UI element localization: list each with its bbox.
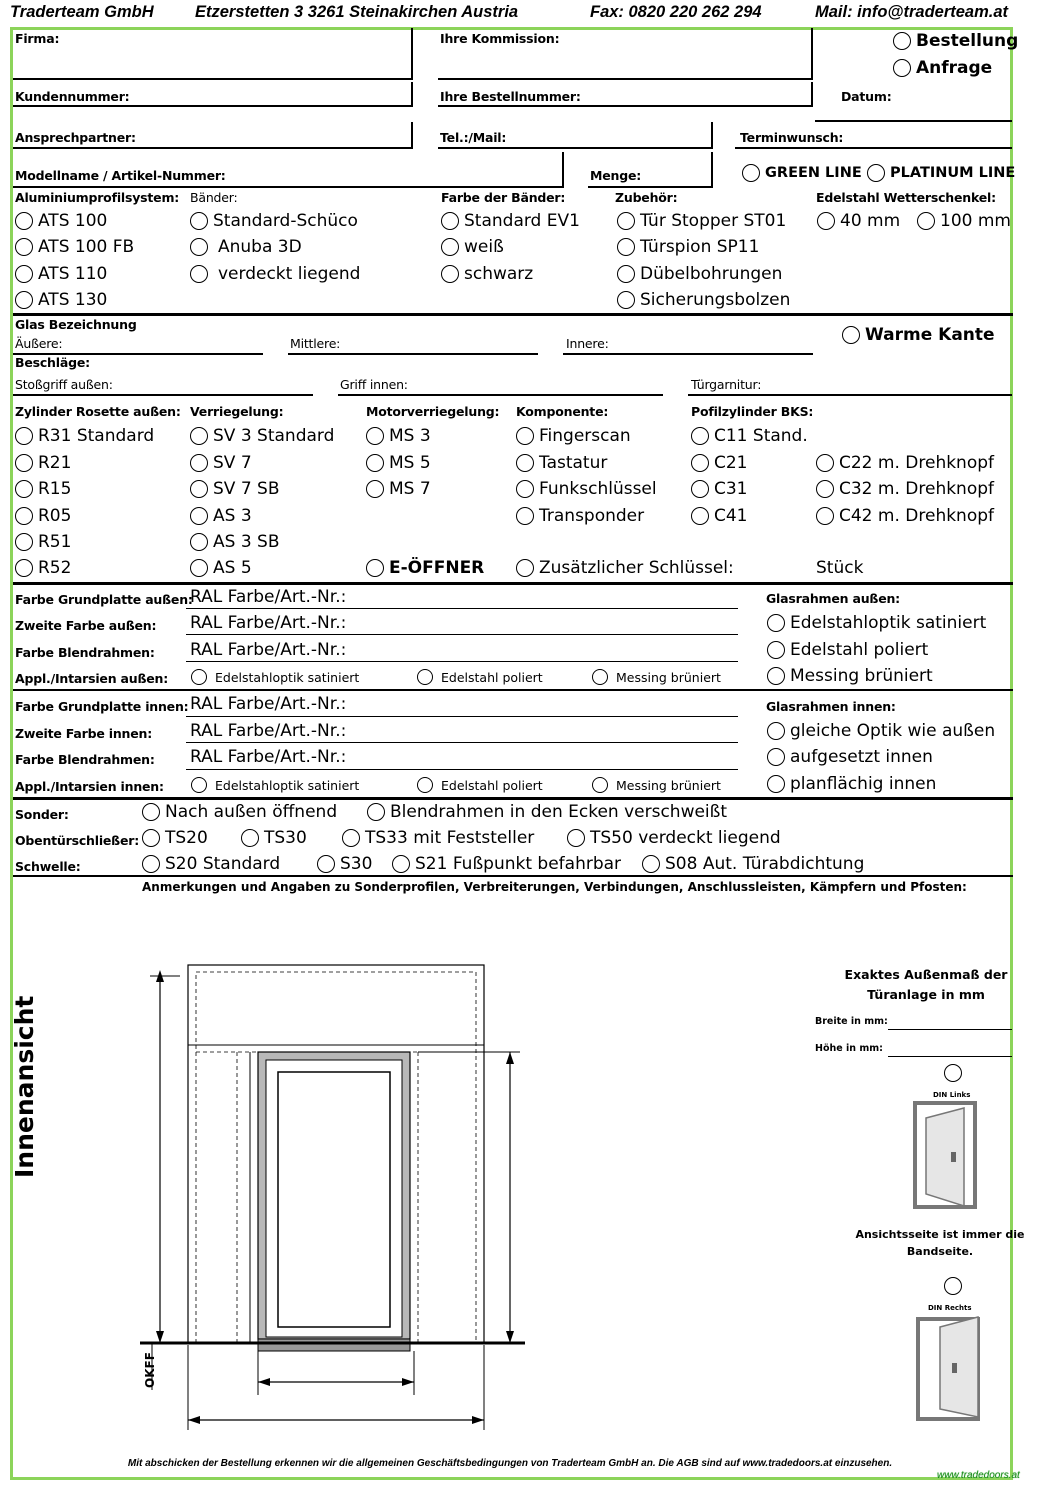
- stossgriff-label: Stoßgriff außen:: [15, 377, 113, 392]
- zub-stopper-radio[interactable]: Tür Stopper ST01: [617, 211, 786, 231]
- farbe-weiss-radio[interactable]: weiß: [441, 237, 504, 257]
- exaktes-label: Exaktes Außenmaß der: [844, 967, 1008, 982]
- schw-s30-radio[interactable]: S30: [317, 854, 372, 874]
- watermark: www.tradedoors.at: [937, 1470, 1020, 1481]
- header-mail: Mail: info@traderteam.at: [815, 3, 1009, 21]
- bestellnummer-label: Ihre Bestellnummer:: [440, 89, 581, 104]
- mot-ms3-radio[interactable]: MS 3: [366, 426, 431, 446]
- farbe-ev1-radio[interactable]: Standard EV1: [441, 211, 580, 231]
- din-links-label: DIN Links: [933, 1091, 971, 1099]
- baender-header: Bänder:: [190, 190, 238, 205]
- tueranlage-label: Türanlage in mm: [867, 987, 985, 1002]
- farbe-schwarz-radio[interactable]: schwarz: [441, 264, 533, 284]
- aussen-row-3-label: Farbe Blendrahmen:: [15, 645, 155, 660]
- din-rechts-radio[interactable]: [944, 1277, 962, 1295]
- platinum-line-radio[interactable]: PLATINUM LINE: [867, 164, 1015, 182]
- obentuerschliesser-label: Obentürschließer:: [15, 833, 140, 848]
- anfrage-radio[interactable]: Anfrage: [893, 58, 992, 78]
- innenansicht-label: Innenansicht: [10, 995, 39, 1178]
- schw-s21-radio[interactable]: S21 Fußpunkt befahrbar: [392, 854, 621, 874]
- kom-transponder-radio[interactable]: Transponder: [516, 506, 644, 526]
- aussen-row-2-label: Zweite Farbe außen:: [15, 618, 157, 633]
- bandseite-label: Bandseite.: [906, 1245, 974, 1258]
- baender-standard-radio[interactable]: Standard-Schüco: [190, 211, 358, 231]
- glas-mittlere-label: Mittlere:: [290, 336, 341, 351]
- baender-anuba-radio[interactable]: Anuba 3D: [190, 237, 302, 257]
- alu-ats110-radio[interactable]: ATS 110: [15, 264, 107, 284]
- sonder-aussen-radio[interactable]: Nach außen öffnend: [142, 802, 337, 822]
- obt-ts33-radio[interactable]: TS33 mit Feststeller: [342, 828, 534, 848]
- zyl-r05-radio[interactable]: R05: [15, 506, 71, 526]
- obt-ts20-radio[interactable]: TS20: [142, 828, 208, 848]
- tel-label: Tel.:/Mail:: [440, 130, 507, 145]
- bks-c42-radio[interactable]: C42 m. Drehknopf: [816, 506, 994, 526]
- ver-as5-radio[interactable]: AS 5: [190, 558, 252, 578]
- aussen-ral-2[interactable]: RAL Farbe/Art.-Nr.:: [190, 613, 347, 633]
- farbe-baender-header: Farbe der Bänder:: [441, 190, 566, 205]
- aussen-appl-messing-radio[interactable]: Messing brüniert: [592, 669, 721, 685]
- footer-agb: Mit abschicken der Bestellung erkennen wir die allgemeinen Geschäftsbedingungen von Traderteam GmbH an. Die AGB sind auf www.tradedoors.at einzusehen.: [127, 1458, 893, 1469]
- zubehoer-header: Zubehör:: [615, 190, 678, 205]
- zub-sicherung-radio[interactable]: Sicherungsbolzen: [617, 290, 790, 310]
- zub-spion-radio[interactable]: Türspion SP11: [617, 237, 759, 257]
- door-din-rechts-icon: [912, 1313, 994, 1425]
- door-din-links-icon: [912, 1100, 994, 1212]
- kundennummer-label: Kundennummer:: [15, 89, 130, 104]
- verriegelung-header: Verriegelung:: [190, 404, 284, 419]
- din-rechts-label: DIN Rechts: [928, 1304, 972, 1312]
- beschlaege-header: Beschläge:: [15, 355, 90, 370]
- innen-ral-1[interactable]: RAL Farbe/Art.-Nr.:: [190, 694, 347, 714]
- ver-sv7-radio[interactable]: SV 7: [190, 453, 252, 473]
- edel-100-radio[interactable]: 100 mm: [917, 211, 1011, 231]
- schw-s20-radio[interactable]: S20 Standard: [142, 854, 280, 874]
- bks-c31-radio[interactable]: C31: [691, 479, 748, 499]
- alu-ats100-radio[interactable]: ATS 100: [15, 211, 107, 231]
- innen-row-3-label: Farbe Blendrahmen:: [15, 752, 155, 767]
- glas-innen-gleich-radio[interactable]: gleiche Optik wie außen: [767, 721, 995, 741]
- kom-funk-radio[interactable]: Funkschlüssel: [516, 479, 657, 499]
- bks-header: Pofilzylinder BKS:: [691, 404, 814, 419]
- obt-ts50-radio[interactable]: TS50 verdeckt liegend: [567, 828, 781, 848]
- tuergarnitur-label: Türgarnitur:: [691, 377, 762, 392]
- bestellung-radio[interactable]: Bestellung: [893, 31, 1018, 51]
- ver-sv3-radio[interactable]: SV 3 Standard: [190, 426, 334, 446]
- sonder-label: Sonder:: [15, 807, 69, 822]
- innen-appl-satiniert-radio[interactable]: Edelstahloptik satiniert: [191, 777, 359, 793]
- ansprechpartner-label: Ansprechpartner:: [15, 130, 136, 145]
- aussen-ral-1[interactable]: RAL Farbe/Art.-Nr.:: [190, 587, 347, 607]
- innen-row-2-label: Zweite Farbe innen:: [15, 726, 153, 741]
- glas-header: Glas Bezeichnung: [15, 317, 137, 332]
- komponente-header: Komponente:: [516, 404, 609, 419]
- kom-fingerscan-radio[interactable]: Fingerscan: [516, 426, 631, 446]
- glasrahmen-aussen-header: Glasrahmen außen:: [766, 591, 900, 606]
- innen-appl-poliert-radio[interactable]: Edelstahl poliert: [417, 777, 543, 793]
- zyl-r15-radio[interactable]: R15: [15, 479, 71, 499]
- aussen-ral-3[interactable]: RAL Farbe/Art.-Nr.:: [190, 640, 347, 660]
- glas-aeussere-label: Äußere:: [15, 336, 63, 351]
- modellname-label: Modellname / Artikel-Nummer:: [15, 168, 226, 183]
- header-company: Traderteam GmbH: [10, 3, 154, 21]
- glas-aussen-messing-radio[interactable]: Messing brüniert: [767, 666, 933, 686]
- edelstahl-header: Edelstahl Wetterschenkel:: [816, 190, 996, 205]
- glasrahmen-innen-header: Glasrahmen innen:: [766, 699, 896, 714]
- terminwunsch-label: Terminwunsch:: [740, 130, 844, 145]
- zyl-r51-radio[interactable]: R51: [15, 532, 71, 552]
- alu-ats130-radio[interactable]: ATS 130: [15, 290, 107, 310]
- griff-innen-label: Griff innen:: [340, 377, 408, 392]
- schw-s08-radio[interactable]: S08 Aut. Türabdichtung: [642, 854, 864, 874]
- aussen-row-1-label: Farbe Grundplatte außen:: [15, 592, 193, 607]
- kom-tastatur-radio[interactable]: Tastatur: [516, 453, 607, 473]
- ver-sv7sb-radio[interactable]: SV 7 SB: [190, 479, 280, 499]
- okff-label: OKFF: [143, 1352, 157, 1388]
- zyl-r21-radio[interactable]: R21: [15, 453, 71, 473]
- header-address: Etzerstetten 3 3261 Steinakirchen Austria: [195, 3, 519, 21]
- edel-40-radio[interactable]: 40 mm: [817, 211, 900, 231]
- obt-ts30-radio[interactable]: TS30: [241, 828, 307, 848]
- innen-appl-label: Appl./Intarsien innen:: [15, 779, 164, 794]
- baender-verdeckt-radio[interactable]: verdeckt liegend: [190, 264, 360, 284]
- menge-label: Menge:: [590, 168, 642, 183]
- firma-label: Firma:: [15, 31, 60, 46]
- din-links-radio[interactable]: [944, 1064, 962, 1082]
- anmerkungen-label: Anmerkungen und Angaben zu Sonderprofilen, Verbreiterungen, Verbindungen, Anschlussleisten, Kämpfern und Pfosten:: [142, 880, 967, 894]
- e-oeffner-radio[interactable]: E-ÖFFNER: [366, 558, 484, 578]
- sonder-verschweisst-radio[interactable]: Blendrahmen in den Ecken verschweißt: [367, 802, 727, 822]
- zylinder-header: Zylinder Rosette außen:: [15, 404, 181, 419]
- bks-c22-radio[interactable]: C22 m. Drehknopf: [816, 453, 994, 473]
- aussen-appl-poliert-radio[interactable]: Edelstahl poliert: [417, 669, 543, 685]
- warme-kante-radio[interactable]: Warme Kante: [842, 325, 995, 345]
- schwelle-label: Schwelle:: [15, 859, 81, 874]
- mot-ms7-radio[interactable]: MS 7: [366, 479, 431, 499]
- bks-c32-radio[interactable]: C32 m. Drehknopf: [816, 479, 994, 499]
- glas-innere-label: Innere:: [566, 336, 609, 351]
- hoehe-label: Höhe in mm:: [815, 1043, 883, 1054]
- aussen-appl-satiniert-radio[interactable]: Edelstahloptik satiniert: [191, 669, 359, 685]
- zyl-r31-radio[interactable]: R31 Standard: [15, 426, 154, 446]
- glas-aussen-satiniert-radio[interactable]: Edelstahloptik satiniert: [767, 613, 986, 633]
- glas-innen-planflaechig-radio[interactable]: planflächig innen: [767, 774, 936, 794]
- zub-duebel-radio[interactable]: Dübelbohrungen: [617, 264, 782, 284]
- innen-ral-2[interactable]: RAL Farbe/Art.-Nr.:: [190, 721, 347, 741]
- zusaetzlicher-schluessel-radio[interactable]: Zusätzlicher Schlüssel:: [516, 558, 734, 578]
- bks-c21-radio[interactable]: C21: [691, 453, 748, 473]
- innen-row-1-label: Farbe Grundplatte innen:: [15, 699, 189, 714]
- glas-aussen-poliert-radio[interactable]: Edelstahl poliert: [767, 640, 928, 660]
- innen-appl-messing-radio[interactable]: Messing brüniert: [592, 777, 721, 793]
- glas-innen-aufgesetzt-radio[interactable]: aufgesetzt innen: [767, 747, 933, 767]
- stueck-label: Stück: [816, 558, 864, 578]
- zyl-r52-radio[interactable]: R52: [15, 558, 71, 578]
- mot-ms5-radio[interactable]: MS 5: [366, 453, 431, 473]
- ver-as3sb-radio[interactable]: AS 3 SB: [190, 532, 280, 552]
- alu-header: Aluminiumprofilsystem:: [15, 190, 180, 205]
- bks-c41-radio[interactable]: C41: [691, 506, 748, 526]
- ver-as3-radio[interactable]: AS 3: [190, 506, 252, 526]
- breite-label: Breite in mm:: [815, 1016, 888, 1027]
- aussen-appl-label: Appl./Intarsien außen:: [15, 671, 169, 686]
- kommission-label: Ihre Kommission:: [440, 31, 560, 46]
- innen-ral-3[interactable]: RAL Farbe/Art.-Nr.:: [190, 747, 347, 767]
- ansichtsseite-label: Ansichtsseite ist immer die: [855, 1228, 1025, 1241]
- datum-label: Datum:: [841, 89, 892, 104]
- motor-header: Motorverriegelung:: [366, 404, 500, 419]
- header-fax: Fax: 0820 220 262 294: [590, 3, 762, 21]
- green-line-radio[interactable]: GREEN LINE: [742, 164, 862, 182]
- bks-c11-radio[interactable]: C11 Stand.: [691, 426, 808, 446]
- alu-ats100fb-radio[interactable]: ATS 100 FB: [15, 237, 134, 257]
